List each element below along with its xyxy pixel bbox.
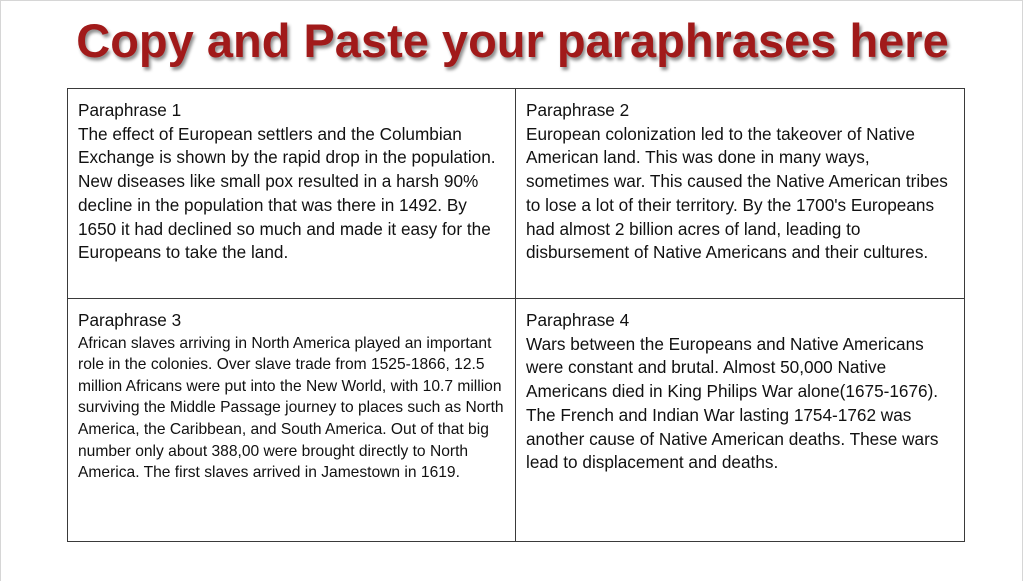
table-row (68, 299, 965, 542)
paraphrase-cell-4[interactable] (516, 299, 965, 542)
paraphrase-text: The effect of European settlers and the Columbian Exchange is shown by the rapid drop in the population. New diseases like small pox resulted in a harsh 90% decline in the population that was there in 1492. By 1650 it had declined so much and made it easy for the Europeans to take the land. (78, 123, 496, 263)
paraphrase-heading: Paraphrase 1 (78, 100, 182, 120)
paraphrase-heading: Paraphrase 4 (526, 310, 630, 330)
paraphrase-heading: Paraphrase 3 (78, 310, 182, 330)
paraphrase-cell-2[interactable] (516, 89, 965, 299)
paraphrase-cell-3[interactable] (68, 299, 516, 542)
paraphrase-heading: Paraphrase 2 (526, 100, 630, 120)
table-row (68, 89, 965, 299)
paraphrase-cell-1[interactable] (68, 89, 516, 299)
paraphrase-table (67, 88, 965, 542)
paraphrase-text: Wars between the Europeans and Native Americans were constant and brutal. Almost 50,000 Native Americans died in King Philips War alone(1675-1676). The French and Indian War lasting 1754-1762 was another cause of Native American deaths. These wars lead to displacement and deaths. (526, 333, 939, 473)
slide-title: Copy and Paste your paraphrases here (76, 14, 949, 67)
paraphrase-text: African slaves arriving in North America played an important role in the colonies. Over slave trade from 1525-1866, 12.5 million Africans were put into the New World, with 10.7 million surviving the Middle Passage journey to places such as North America, the Caribbean, and South America. Out of that big number only about 388,00 were brought directly to North America. The first slaves arrived in Jamestown in 1619. (78, 334, 504, 482)
paraphrase-text: European colonization led to the takeover of Native American land. This was done in many ways, sometimes war. This caused the Native American tribes to lose a lot of their territory. By the 1700's Europeans had almost 2 billion acres of land, leading to disbursement of Native Americans and their cultures. (526, 123, 948, 263)
